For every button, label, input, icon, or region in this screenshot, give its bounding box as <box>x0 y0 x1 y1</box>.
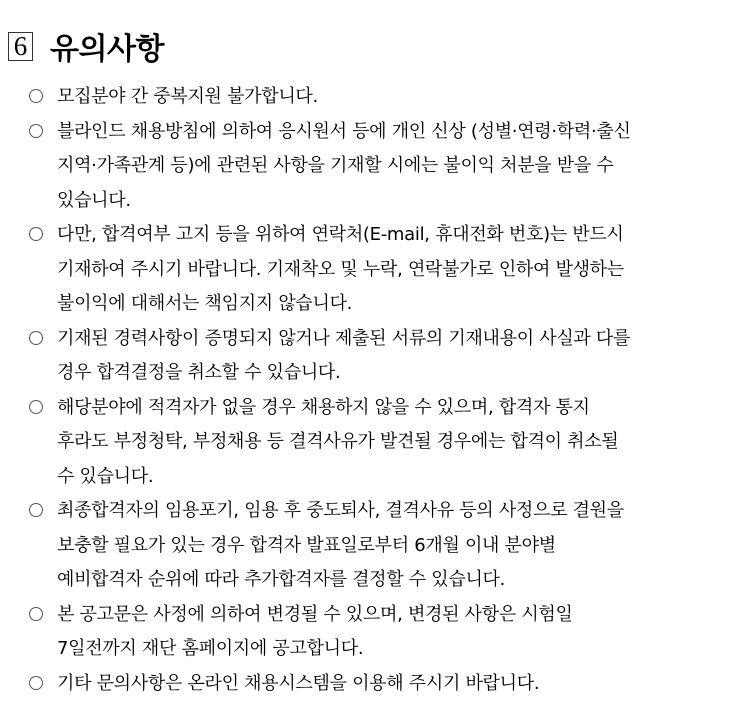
notice-list <box>0 80 752 701</box>
notice-item <box>0 391 752 495</box>
section-heading <box>8 24 164 68</box>
notice-item <box>0 598 752 667</box>
section-title: 유의사항 <box>50 32 164 67</box>
circle-bullet-icon <box>29 503 43 517</box>
notice-line: 7일전까지 재단 홈페이지에 공고합니다. <box>57 638 364 659</box>
notice-item <box>0 80 752 115</box>
notice-line: 다만, 합격여부 고지 등을 위하여 연락처(E-mail, 휴대전화 번호)는 반드시 <box>57 224 624 245</box>
notice-line: 블라인드 채용방침에 의하여 응시원서 등에 개인 신상 (성별·연령·학력·출신 <box>57 120 631 142</box>
notice-item <box>0 218 752 322</box>
notice-line: 기재하여 주시기 바랍니다. 기재착오 및 누락, 연락불가로 인하여 발생하는 <box>57 258 624 280</box>
notice-line: 최종합격자의 임용포기, 임용 후 중도퇴사, 결격사유 등의 사정으로 결원을 <box>57 500 624 521</box>
circle-bullet-icon <box>29 124 43 138</box>
notice-line: 본 공고문은 사정에 의하여 변경될 수 있으며, 변경된 사항은 시험일 <box>57 603 573 625</box>
notice-line: 수 있습니다. <box>57 465 154 487</box>
circle-bullet-icon <box>29 227 43 241</box>
notice-line: 불이익에 대해서는 책임지지 않습니다. <box>57 293 353 314</box>
circle-bullet-icon <box>29 89 43 103</box>
notice-line: 지역·가족관계 등)에 관련된 사항을 기재할 시에는 불이익 처분을 받을 수 <box>57 155 614 176</box>
circle-bullet-icon <box>29 607 43 621</box>
notice-line: 기재된 경력사항이 증명되지 않거나 제출된 서류의 기재내용이 사실과 다를 <box>57 327 631 349</box>
circle-bullet-icon <box>29 676 43 690</box>
notice-line: 후라도 부정청탁, 부정채용 등 결격사유가 발견될 경우에는 합격이 취소될 <box>57 431 619 452</box>
notice-line: 있습니다. <box>57 189 131 211</box>
notice-line: 예비합격자 순위에 따라 추가합격자를 결정할 수 있습니다. <box>57 569 506 590</box>
notice-item <box>0 115 752 219</box>
notice-line: 기타 문의사항은 온라인 채용시스템을 이용해 주시기 바랍니다. <box>57 672 540 694</box>
notice-line: 경우 합격결정을 취소할 수 있습니다. <box>57 362 341 383</box>
circle-bullet-icon <box>29 331 43 345</box>
circle-bullet-icon <box>29 400 43 414</box>
notice-item <box>0 667 752 702</box>
notice-line: 보충할 필요가 있는 경우 합격자 발표일로부터 6개월 이내 분야별 <box>57 534 556 556</box>
notice-line: 모집분야 간 중복지원 불가합니다. <box>57 86 318 107</box>
notice-item <box>0 494 752 598</box>
notice-line: 해당분야에 적격자가 없을 경우 채용하지 않을 수 있으며, 합격자 통지 <box>57 396 590 418</box>
notice-item <box>0 322 752 391</box>
section-number-box: 6 <box>8 32 33 61</box>
